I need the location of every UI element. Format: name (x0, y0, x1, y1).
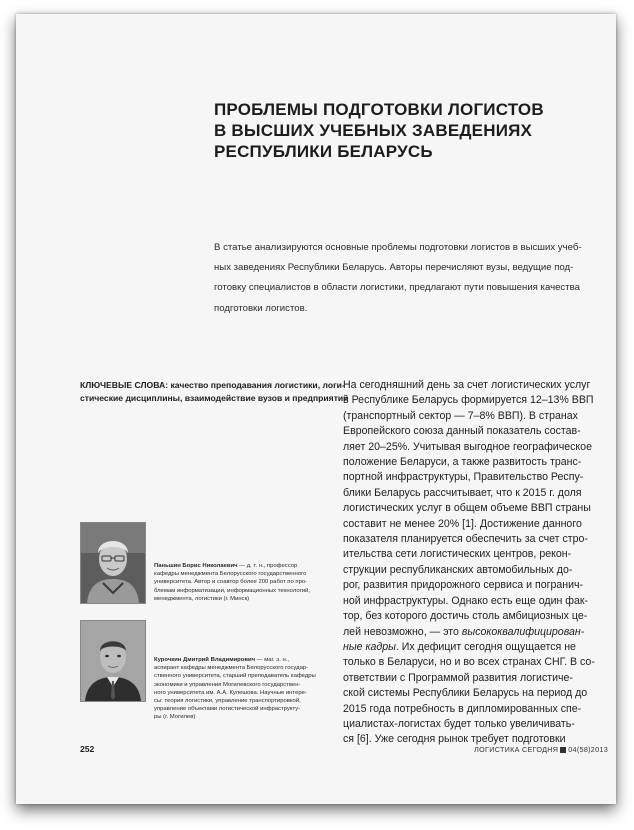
author-bio-line: ственного университета, старший преподаватель кафедры (154, 673, 316, 680)
body-line-italic: ные кадры (343, 640, 396, 653)
body-line (343, 625, 593, 640)
author-bio-line: аспирант кафедры менеджмента Белорусского государ- (154, 665, 309, 672)
author-name: Курочкин Дмитрий Владимирович (154, 657, 256, 663)
body-line: показателя планируется обеспечить за счет стро- (343, 533, 588, 546)
title-line: РЕСПУБЛИКИ БЕЛАРУСЬ (214, 142, 433, 161)
author-photo-panshin (80, 522, 146, 604)
body-line: логистических услуг в общем объеме ВВП страны (343, 502, 591, 515)
keywords-line: стические дисциплины, взаимодействие вузов и предприятий (80, 392, 349, 403)
issue-number: 04(58)2013 (568, 745, 608, 754)
body-line: рог, развития придорожного сервиса и погранич- (343, 579, 584, 592)
author-bio-line: менеджмента, логистики (г. Минск) (154, 595, 250, 602)
body-line-text: . Их дефицит сегодня ощущается не (395, 640, 576, 653)
article-title (214, 99, 554, 162)
body-line: портной инфраструктуры, Правительство Респу- (343, 471, 584, 484)
body-line: положение Беларуси, а также развитость транс- (343, 456, 582, 469)
running-footer (474, 745, 608, 754)
body-line: струкции республиканских автомобильных до- (343, 563, 573, 576)
body-line: составит не менее 20% [1]. Достижение данного (343, 517, 582, 530)
body-line: Европейского союза данный показатель состав- (343, 425, 581, 438)
body-line: 2015 года потребность в дипломированных спе- (343, 702, 582, 715)
square-bullet-icon (560, 747, 566, 753)
portrait-icon (81, 523, 145, 603)
portrait-icon (81, 621, 145, 701)
body-line: ительства сети логистических центров, рекон- (343, 548, 572, 561)
abstract-line: подготовки логистов. (214, 302, 308, 314)
body-line-text: лей невозможно, — это (343, 625, 462, 638)
author-name: Паньшин Борис Николаевич (154, 563, 238, 569)
abstract-line: ных заведениях Республики Беларусь. Авторы перечисляют вузы, ведущие под- (214, 262, 574, 274)
author-bio-line (154, 562, 339, 570)
body-line: циалистах-логистах будет только увеличивать- (343, 717, 575, 730)
body-line: блики Беларусь рассчитывает, что к 2015 г. доля (343, 486, 582, 499)
author-bio-text: — маг. э. н., (255, 657, 290, 663)
author-bio-kurochkin (154, 656, 339, 722)
article-body (343, 378, 593, 748)
author-bio-line: экономики и управления Могилевского государствен- (154, 681, 301, 688)
author-photo-kurochkin (80, 620, 146, 702)
author-bio-text: — д. т. н., профессор (237, 563, 298, 569)
author-bio-line: блемам информатизации, информационных технологий, (154, 587, 310, 594)
author-bio-line: университета. Автор и соавтор более 200 работ по про- (154, 579, 308, 586)
author-bio-line (154, 656, 339, 664)
page-number: 252 (80, 744, 95, 754)
keywords-line: КЛЮЧЕВЫЕ СЛОВА: качество преподавания логистики, логи- (80, 380, 345, 390)
author-bio-line: ры (г. Могилев) (154, 714, 196, 721)
title-line: В ВЫСШИХ УЧЕБНЫХ ЗАВЕДЕНИЯХ (214, 121, 533, 140)
author-bio-panshin (154, 562, 339, 603)
body-line: только в Беларуси, но и во всех странах СНГ. В со- (343, 656, 595, 669)
author-bio-line: сы: теория логистики, управление транспортировкой, (154, 698, 301, 705)
body-line: ской системы Республики Беларусь на период до (343, 687, 588, 700)
author-bio-line: управление объектами логистической инфраструкту- (154, 706, 301, 713)
journal-name: ЛОГИСТИКА СЕГОДНЯ (474, 745, 559, 754)
body-line: в Республике Беларусь формируется 12–13% ВВП (343, 394, 594, 407)
body-line: На сегодняшний день за счет логистических услуг (343, 379, 591, 391)
body-line: тор, без которого достичь столь амбициозных це- (343, 610, 588, 623)
body-line: (транспортный сектор — 7–8% ВВП). В странах (343, 409, 578, 422)
article-abstract (214, 238, 586, 319)
body-line-italic: высококвалифицирован- (461, 625, 585, 638)
author-bio-line: ного университета им. А.А. Кулешова. Научные интере- (154, 689, 307, 696)
body-line: ответствии с Программой развития логистиче- (343, 671, 573, 684)
abstract-line: В статье анализируются основные проблемы подготовки логистов в высших учеб- (214, 242, 582, 253)
body-line: ляет 20–25%. Учитывая выгодное географическое (343, 440, 592, 453)
title-line: ПРОБЛЕМЫ ПОДГОТОВКИ ЛОГИСТОВ (214, 100, 544, 119)
author-bio-line: кафедры менеджмента Белорусского государственного (154, 571, 307, 578)
body-line: ся [6]. Уже сегодня рынок требует подготовки (343, 733, 566, 746)
keywords-block (80, 379, 349, 404)
abstract-line: готовку специалистов в области логистики, предлагают пути повышения качества (214, 282, 580, 294)
body-line: ной инфраструктуры. Однако есть еще один фак- (343, 594, 589, 607)
body-line (343, 640, 593, 655)
